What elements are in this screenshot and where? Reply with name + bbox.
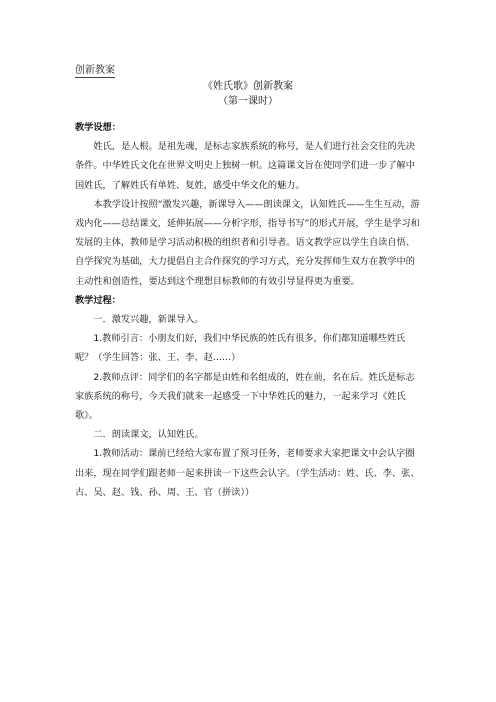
- step-title: 二．朗读课文，认知姓氏。: [93, 429, 204, 441]
- section-heading-teaching-idea: 教学设想：: [75, 122, 121, 133]
- paragraph: 姓氏，是人根。是祖先魂，是标志家族系统的称号，是人们进行社会交往的先决条件。中华姓氏文化在世界文明史上独树一帜。这篇课文旨在使同学们进一步了解中国姓氏，了解姓氏有单姓、复姓，感受中华文化的魅力。: [75, 141, 415, 191]
- header-link[interactable]: 创新教案: [75, 65, 115, 76]
- paragraph: 1.教师引言：小朋友们好，我们中华民族的姓氏有很多，你们都知道哪些姓氏呢？（学生回答：张、王、李、赵……）: [75, 333, 406, 364]
- document-body: [75, 118, 423, 502]
- paragraph: 本教学设计按照“激发兴趣，新课导入——朗读课文，认知姓氏——生生互动，游戏内化——总结课文，延伸拓展——分析字形，指导书写”的形式开展，学生是学习和发展的主体，教师是学习活动积极的组织者和引导者。语文教学应以学生自读自悟、自学探究为基础，大力提倡自主合作探究的学习方式，充分发挥师生双方在教学中的主动性和创造性，要达到这个理想目标教师的有效引导显得更为重要。: [75, 198, 420, 287]
- document-subtitle: （第一课时）: [218, 96, 278, 107]
- section-heading-teaching-process: 教学过程：: [75, 294, 121, 306]
- document-title: 《姓氏歌》创新教案: [203, 81, 293, 92]
- paragraph: 2.教师点评：同学们的名字都是由姓和名组成的，姓在前，名在后。姓氏是标志家族系统的称号，今天我们就来一起感受一下中华姓氏的魅力，一起来学习《姓氏歌》。: [75, 371, 415, 422]
- paragraph: 1.教师活动：课前已经给大家布置了预习任务，老师要求大家把课文中会认字圈出来，现在同学们跟老师一起来拼读一下这些会认字。（学生活动：姓、氏、李、张、古、吴、赵、钱、孙、周、王、官（拼读））: [75, 448, 420, 498]
- step-title: 一．激发兴趣，新课导入。: [93, 314, 204, 326]
